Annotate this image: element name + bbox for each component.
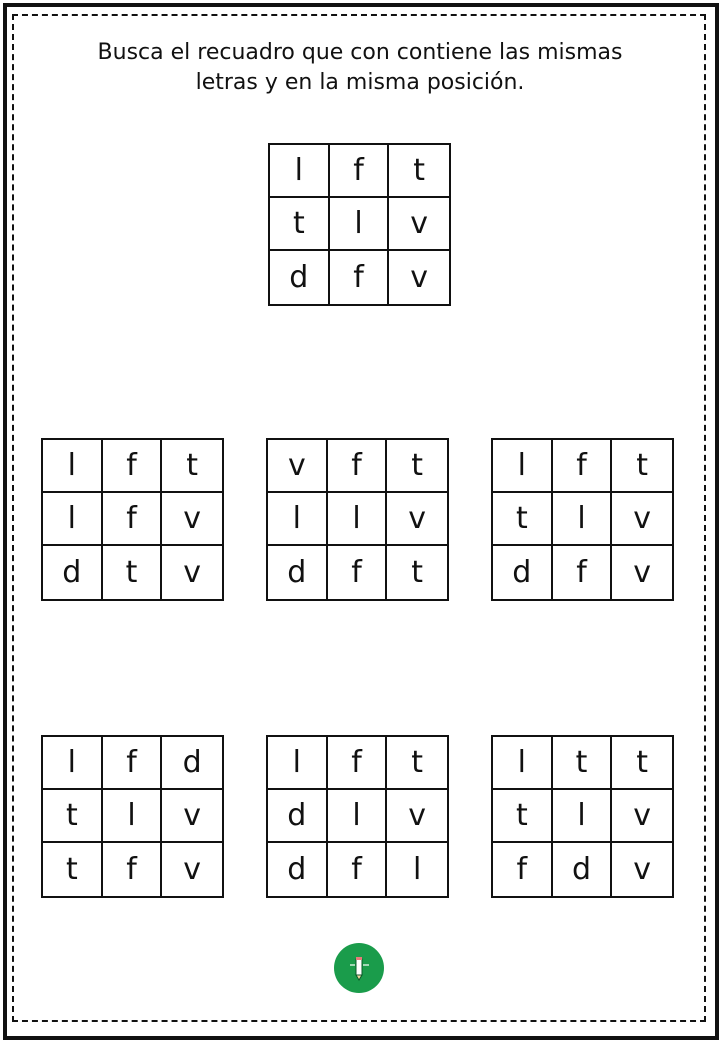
pencil-icon xyxy=(344,953,374,983)
option-grid-5[interactable] xyxy=(266,735,449,898)
grid-cell: d xyxy=(553,843,613,896)
grid-cell: f xyxy=(328,440,388,493)
grid-cell: f xyxy=(553,546,613,599)
grid-cell: t xyxy=(411,555,424,590)
grid-cell: l xyxy=(493,737,553,790)
grid-cell: v xyxy=(162,790,222,843)
grid-cell: v xyxy=(183,555,202,590)
instructions-line-1: Busca el recuadro que con contiene las mismas xyxy=(97,40,623,65)
grid-cell: l xyxy=(553,790,613,843)
instructions-line-2: letras y en la misma posición. xyxy=(195,70,525,95)
grid-cell: f xyxy=(328,546,388,599)
grid-cell: t xyxy=(43,790,103,843)
option-grid-1[interactable] xyxy=(41,438,224,601)
grid-cell: l xyxy=(103,790,163,843)
grid-cell: t xyxy=(553,737,613,790)
grid-cell: f xyxy=(328,737,388,790)
grid-cell: v xyxy=(633,555,652,590)
grid-cell: t xyxy=(270,198,330,251)
grid-cell: f xyxy=(330,251,390,304)
grid-cell: l xyxy=(268,737,328,790)
grid-cell: v xyxy=(387,493,447,546)
grid-cell: t xyxy=(162,440,222,493)
grid-cell: v xyxy=(268,440,328,493)
grid-cell: f xyxy=(553,440,613,493)
grid-cell: v xyxy=(612,493,672,546)
option-grid-6[interactable] xyxy=(491,735,674,898)
grid-cell: f xyxy=(103,440,163,493)
grid-cell: t xyxy=(612,440,672,493)
grid-cell: t xyxy=(387,440,447,493)
grid-cell: t xyxy=(387,737,447,790)
grid-cell: v xyxy=(633,852,652,887)
grid-cell: l xyxy=(43,440,103,493)
grid-cell: f xyxy=(103,493,163,546)
grid-cell: f xyxy=(103,843,163,896)
grid-cell: t xyxy=(493,493,553,546)
grid-cell: l xyxy=(328,493,388,546)
grid-cell: v xyxy=(387,790,447,843)
grid-cell: l xyxy=(493,440,553,493)
grid-cell: f xyxy=(328,843,388,896)
grid-cell: l xyxy=(553,493,613,546)
grid-cell: d xyxy=(493,546,553,599)
grid-cell: t xyxy=(389,145,449,198)
grid-cell: l xyxy=(328,790,388,843)
option-grid-2[interactable] xyxy=(266,438,449,601)
grid-cell: f xyxy=(330,145,390,198)
grid-cell: d xyxy=(268,546,328,599)
grid-cell: t xyxy=(103,546,163,599)
grid-cell: v xyxy=(612,790,672,843)
option-grid-4[interactable] xyxy=(41,735,224,898)
grid-cell: l xyxy=(330,198,390,251)
grid-cell: l xyxy=(268,493,328,546)
grid-cell: f xyxy=(493,843,553,896)
option-grid-3[interactable] xyxy=(491,438,674,601)
grid-cell: l xyxy=(270,145,330,198)
grid-cell: l xyxy=(412,852,422,887)
grid-cell: t xyxy=(43,843,103,896)
grid-cell: v xyxy=(162,493,222,546)
grid-cell: l xyxy=(43,493,103,546)
grid-cell: v xyxy=(389,198,449,251)
pencil-logo-icon xyxy=(334,943,384,993)
model-grid xyxy=(268,143,451,306)
grid-cell: f xyxy=(103,737,163,790)
grid-cell: d xyxy=(43,546,103,599)
grid-cell: d xyxy=(268,843,328,896)
grid-cell: v xyxy=(183,852,202,887)
instructions xyxy=(40,38,680,98)
grid-cell: d xyxy=(268,790,328,843)
grid-cell: l xyxy=(43,737,103,790)
grid-cell: d xyxy=(162,737,222,790)
grid-cell: d xyxy=(270,251,330,304)
grid-cell: t xyxy=(612,737,672,790)
grid-cell: v xyxy=(410,260,429,295)
grid-cell: t xyxy=(493,790,553,843)
